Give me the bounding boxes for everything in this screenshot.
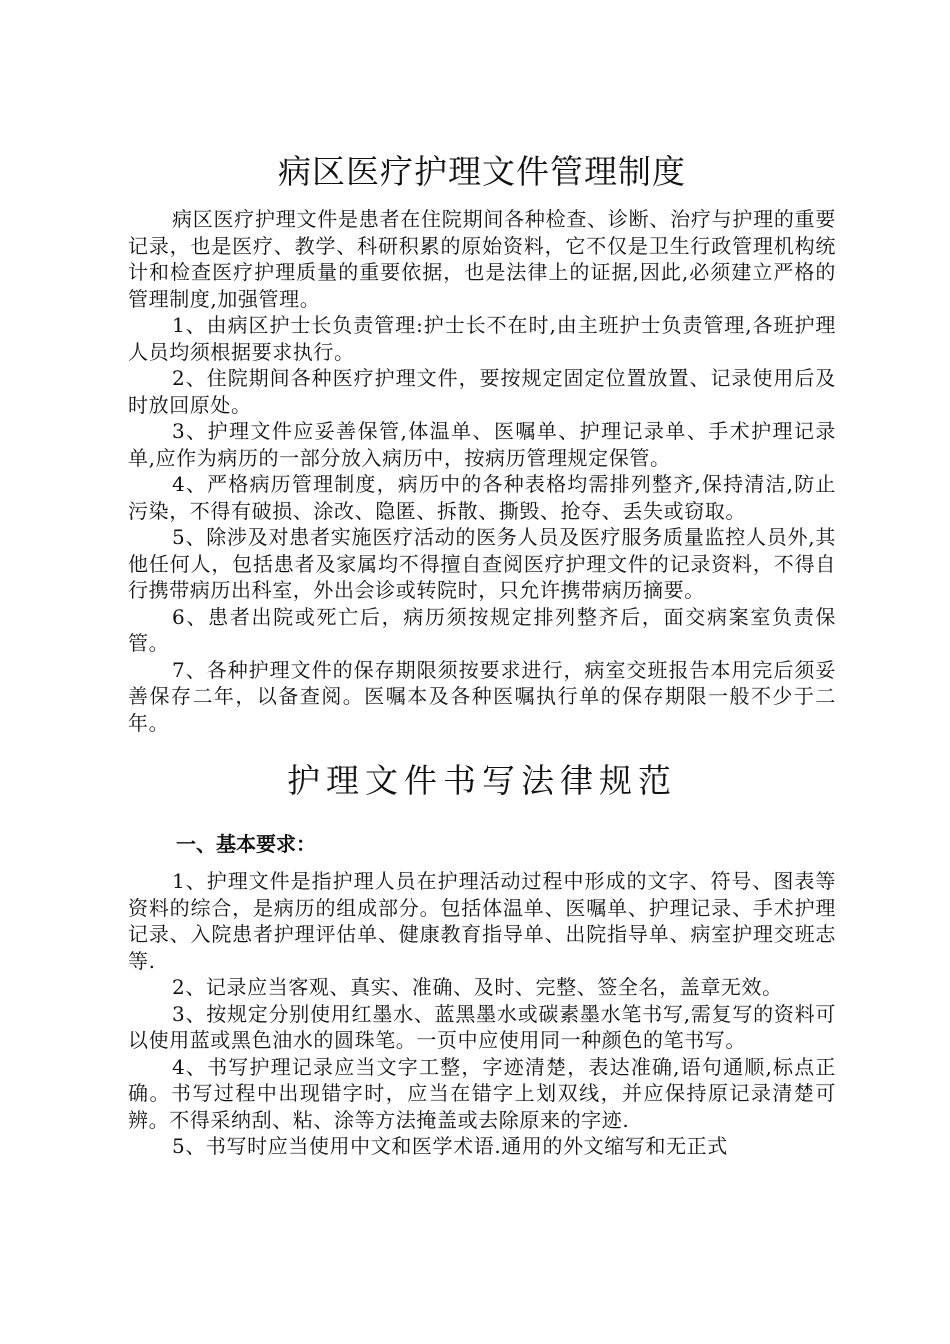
paragraph: 1、由病区护士长负责管理:护士长不在时,由主班护士负责管理,各班护理人员均须根据要求执行。 [128, 313, 836, 364]
paragraph: 7、各种护理文件的保存期限须按要求进行，病室交班报告本用完后须妥善保存二年，以备查阅。医嘱本及各种医嘱执行单的保存期限一般不少于二年。 [128, 657, 836, 735]
paragraph: 病区医疗护理文件是患者在住院期间各种检查、诊断、治疗与护理的重要记录，也是医疗、教学、科研积累的原始资料，它不仅是卫生行政管理机构统计和检查医疗护理质量的重要依据，也是法律上的证据,因此,必须建立严格的管理制度,加强管理。 [128, 207, 836, 311]
section-title: 护理文件书写法律规范 [287, 761, 677, 800]
paragraph: 6、患者出院或死亡后，病历须按规定排列整齐后，面交病案室负责保管。 [128, 604, 836, 655]
subheading: 一、基本要求： [176, 832, 316, 856]
section1-body [128, 206, 836, 736]
paragraph: 4、严格病历管理制度，病历中的各种表格均需排列整齐,保持清洁,防止污染，不得有破损、涂改、隐匿、拆散、撕毁、抢夺、丢失或窃取。 [128, 472, 836, 523]
paragraph: 2、住院期间各种医疗护理文件，要按规定固定位置放置、记录使用后及时放回原处。 [128, 366, 836, 417]
paragraph: 1、护理文件是指护理人员在护理活动过程中形成的文字、符号、图表等资料的综合，是病历的组成部分。包括体温单、医嘱单、护理记录、手术护理记录、入院患者护理评估单、健康教育指导单、出院指导单、病室护理交班志等. [128, 869, 836, 973]
paragraph: 5、除涉及对患者实施医疗活动的医务人员及医疗服务质量监控人员外,其他任何人，包括患者及家属均不得擅自查阅医疗护理文件的记录资料，不得自行携带病历出科室，外出会诊或转院时，只允许携带病历摘要。 [128, 525, 836, 602]
paragraph: 3、按规定分别使用红墨水、蓝黑墨水或碳素墨水笔书写,需复写的资料可以使用蓝或黑色油水的圆珠笔。一页中应使用同一种颜色的笔书写。 [128, 1001, 836, 1052]
paragraph: 5、书写时应当使用中文和医学术语.通用的外文缩写和无正式 [172, 1134, 728, 1158]
paragraph: 2、记录应当客观、真实、准确、及时、完整、签全名，盖章无效。 [172, 975, 783, 999]
paragraph: 4、书写护理记录应当文字工整，字迹清楚，表达准确,语句通顺,标点正确。书写过程中出现错字时，应当在错字上划双线，并应保持原记录清楚可辨。不得采纳刮、粘、涂等方法掩盖或去除原来的字迹. [128, 1054, 836, 1132]
document-title: 病区医疗护理文件管理制度 [278, 152, 686, 191]
paragraph: 3、护理文件应妥善保管,体温单、医嘱单、护理记录单、手术护理记录单,应作为病历的一部分放入病历中，按病历管理规定保管。 [128, 419, 837, 470]
section2-body [128, 868, 836, 1160]
